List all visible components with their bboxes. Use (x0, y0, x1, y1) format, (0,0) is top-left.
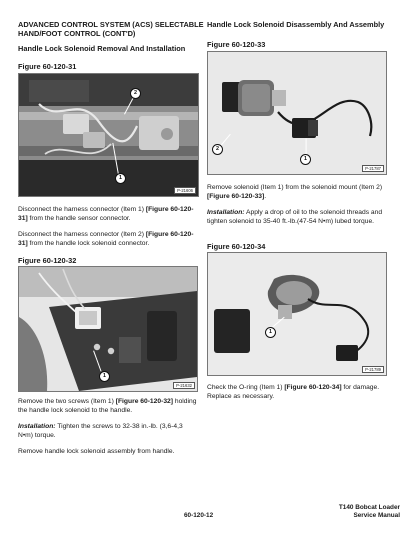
paragraph-remove-solenoid: Remove solenoid (Item 1) from the solenoid mount (Item 2) [Figure 60-120-33]. (207, 184, 383, 200)
paragraph-remove-assembly: Remove handle lock solenoid assembly from handle. (18, 448, 175, 455)
figure-label-33: Figure 60-120-33 (207, 40, 266, 49)
figure-60-120-32-photo (18, 266, 198, 392)
callout-1: 1 (115, 173, 126, 184)
figure-tag: P-21606 (174, 187, 196, 194)
figure-tag: P-21789 (362, 366, 384, 373)
subsection-title-disassembly: Handle Lock Solenoid Disassembly And Assembly (207, 20, 385, 29)
figure-label-34: Figure 60-120-34 (207, 242, 266, 251)
paragraph-install-screws: Installation: Tighten the screws to 32-38 in.-lb. (3,6-4,3 N•m) torque. (18, 423, 183, 439)
figure-tag: P-21632 (173, 382, 195, 389)
section-title: ADVANCED CONTROL SYSTEM (ACS) SELECTABLE HAND/FOOT CONTROL (CONT'D) (18, 20, 204, 38)
callout-1: 1 (99, 371, 110, 382)
figure-label-31: Figure 60-120-31 (18, 62, 77, 71)
callout-1: 1 (265, 327, 276, 338)
page-number: 60-120-12 (184, 512, 214, 519)
figure-60-120-34-photo (207, 252, 387, 376)
figure-tag: P-21787 (362, 165, 384, 172)
figure-60-120-31-photo (18, 73, 199, 197)
handle-assembly-illustration (19, 74, 198, 196)
paragraph-disconnect-sensor: Disconnect the harness connector (Item 1) [Figure 60-120-31] from the handle sensor connector. (18, 206, 194, 222)
callout-2: 2 (130, 88, 141, 99)
solenoid-oring-illustration (208, 253, 386, 375)
figure-label-32: Figure 60-120-32 (18, 256, 77, 265)
callout-2: 2 (212, 144, 223, 155)
subsection-title-removal: Handle Lock Solenoid Removal And Installation (18, 44, 186, 53)
solenoid-illustration (208, 52, 386, 174)
footer-manual-info: T140 Bobcat Loader Service Manual (338, 504, 400, 519)
callout-1: 1 (300, 154, 311, 165)
paragraph-disconnect-solenoid: Disconnect the harness connector (Item 2) [Figure 60-120-31] from the handle lock solenoid connector. (18, 231, 194, 247)
figure-60-120-33-photo (207, 51, 387, 175)
paragraph-check-oring: Check the O-ring (Item 1) [Figure 60-120-34] for damage. Replace as necessary. (207, 384, 380, 400)
paragraph-install-solenoid: Installation: Apply a drop of oil to the solenoid threads and tighten solenoid to 35-40 ft.-lb.(47-54 N•m) lubed torque. (207, 209, 383, 225)
paragraph-remove-screws: Remove the two screws (Item 1) [Figure 60-120-32] holding the handle lock solenoid to the handle. (18, 398, 197, 414)
